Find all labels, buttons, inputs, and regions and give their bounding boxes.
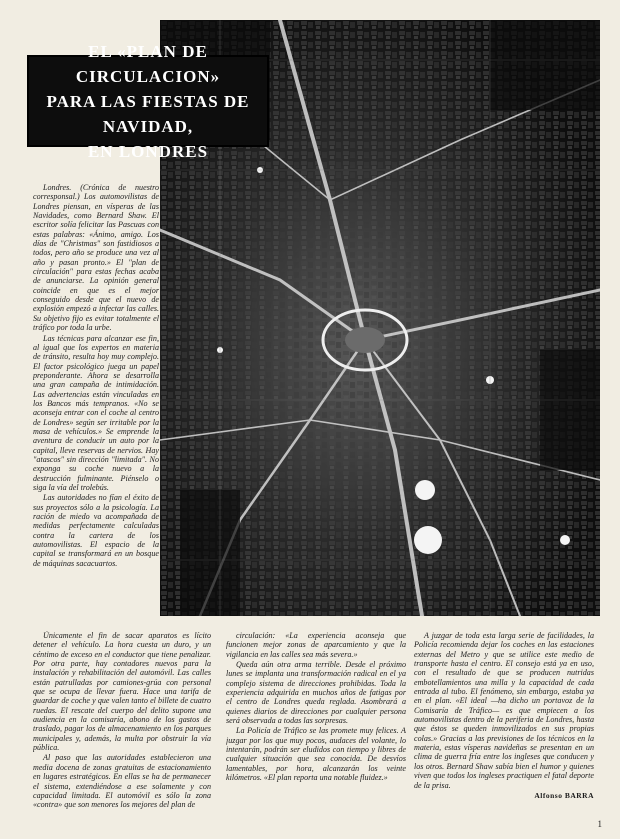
title-line-1: EL «PLAN DE CIRCULACION»	[75, 41, 221, 86]
article-column-1	[33, 183, 159, 631]
title-line-3: EN LONDRES	[87, 141, 209, 161]
article-column-2	[33, 631, 211, 831]
paragraph: A juzgar de toda esta larga serie de facilidades, la Policía recomienda dejar los coches en las estaciones externas del Metro y que se utilice este medio de transporte hasta el centro. El consejo está ya en uso, con el resultado de que se producen nutridas embotellamientos una milla y la capacidad de cada entrada al tubo. El fenómeno, sin embargo, estaba ya en el plan. «El ideal —ha dicho un portavoz de la Comisaría de Tráfico— es que empiecen a los automovilistas dentro de la periferia de Londres, hasta que éstos se queden inmovilizados en sus propias colas.» Gracias a las previsiones de los técnicos en la materia, estas vísperas navideñas se presentan en un clima de guerra fría entre los ingleses que conducen y los otros. Bernard Shaw sabía bien el humor y quienes viven que todos los ingleses practiquen el fatal deporte de la prisa.	[414, 631, 594, 790]
paragraph: Únicamente el fin de sacar aparatos es lícito detener el vehículo. La hora cuesta un duro, y un céntimo de exceso en el conductor que tiene penalizar. Por otra parte, hay contadores nuevos para la instalación y rehabilitación del automóvil. Las calles están patrulladas por camiones-grúa con personal que se ocupa de llevar fuera. Hace una tarifa de guardar de coche y que valen tanto el billete de cuatro ruedas. El rescate del cuerpo del delito supone una audiencia en la comisaría, abono de los gastos de traslado, pagar los de almacenamiento en los parques municipales y, además, la multa por obstruir la vía pública.	[33, 631, 211, 753]
paragraph: Londres. (Crónica de nuestro corresponsal.) Los automovilistas de Londres piensan, en vísperas de las Navidades, como Bernard Shaw. El escritor solía felicitar las Pascuas con estas palabras: «Ánimo, amigo. Los días de "Christmas" son fastidiosos a todos, pero año se produce una vez al año y pasan pronto.» El "plan de circulación" para estas fechas acaba de anunciarse. La opinión general coincide en que es el mejor conseguido desde que el nuevo de explosión empezó a infectar las calles. Su objetivo fijo es evitar totalmente el tráfico por toda la urbe.	[33, 183, 159, 333]
paragraph: Al paso que las autoridades establecieron una media docena de zonas gratuitas de estacionamiento en lugares estratégicos. En ellas se ha de permanecer el sistema, extendiéndose a ese solamente y con capacidad limitada. El automóvil es sólo la zona «contra» que son menores los mejores del plan de	[33, 753, 211, 810]
author-signature: Alfonso BARRA	[534, 790, 594, 800]
article-column-4	[414, 631, 594, 831]
page-number: 1	[597, 819, 602, 829]
paragraph: Las autoridades no fían el éxito de sus proyectos sólo a la psicología. La ración de miedo va acompañada de medidas perfectamente calculadas contra la cartera de los automovilistas. El espacio de la capital se transformará en un bosque de máquinas sacacuartos.	[33, 493, 159, 568]
article-column-3	[226, 631, 406, 831]
title-line-2: PARA LAS FIESTAS DE NAVIDAD,	[46, 91, 250, 136]
paragraph: Las técnicas para alcanzar ese fin, al igual que los expertos en materia de tránsito, resulta hoy muy complejo. El factor psicológico juega un papel preponderante. Ahora se desarrolla una gran campaña de intimidación. Las advertencias están vinculadas en los Bancos más tempranos. «No se aconseja entrar con el coche al centro de Londres» según ser irritable por la masa de vehículos.» Se emprende la aventura de conducir un auto por la capital, lleve reservas de nervios. Hay "atascos" sin dirección "limitada". No exponga su coche nuevo a la destrucción fulminante. Piénselo o siga la vía del trolebús.	[33, 333, 159, 492]
article-title	[27, 41, 269, 161]
paragraph: circulación: «La experiencia aconseja que funcionen mejor zonas de aparcamiento y que la vigilancia en las calles sea más severa.»	[226, 631, 406, 659]
paragraph: La Policía de Tráfico se las promete muy felices. A juzgar por los que muy pocos, audaces del volante, lo intentarán, podrán ser eludidos con tiempo y libres de cualquier situación que sea conocida. De desvíos lamentables, por hora, alcanzarán los veinte kilómetros. «El plan reporta una notable fluidez.»	[226, 726, 406, 783]
paragraph: Queda aún otra arma terrible. Desde el próximo lunes se implanta una transformación radical en el ya complejo sistema de direcciones prohibidas. Toda la experiencia adquirida en muchos años de fatigas por el centro de Londres queda reglada. Asombrará a quienes diarios de direcciones por cualquier persona será observada a todas las sorpresas.	[226, 660, 406, 726]
